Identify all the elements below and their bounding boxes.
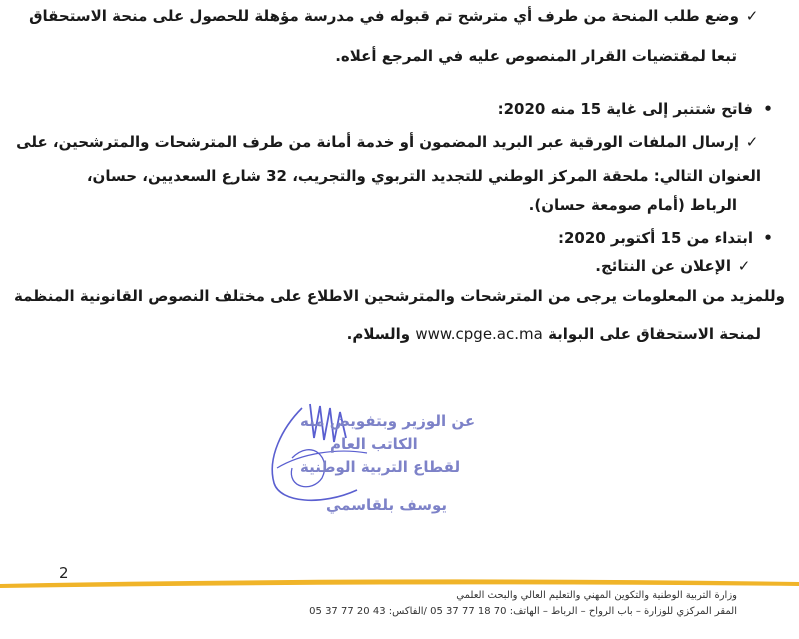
line-text: إرسال الملفات الورقية عبر البريد المضمون أو خدمة أمانة من طرف المترشحات والمترشحين، على [16,133,739,151]
signatory-name: يوسف بلقاسمي [326,496,448,514]
paragraph-line [14,286,785,306]
paragraph-line [529,195,737,215]
check-icon: ✓ [737,257,751,275]
line-text: وضع طلب المنحة من طرف أي مترشح تم قبوله في مدرسة مؤهلة للحصول على منحة الاستحقاق [29,7,739,25]
signature-line: عن الوزير وبتفويض منه [300,412,476,430]
check-icon: ✓ [745,7,759,25]
paragraph-line [595,256,753,276]
signature-line: لقطاع التربية الوطنية [300,458,461,476]
paragraph-line [347,324,761,344]
line-text: العنوان التالي: ملحقة المركز الوطني للتجديد التربوي والتجريب، 32 شارع السعديين، حسان، [86,167,761,185]
heading-text: فاتح شتنبر إلى غاية 15 منه 2020: [497,100,753,118]
line-text: الإعلان عن النتائج. [595,257,731,275]
bullet-icon: • [763,100,773,118]
line-text: تبعا لمقتضيات القرار المنصوص عليه في المرجع أعلاه. [335,47,737,65]
closing-text: والسلام. [346,325,411,343]
footer-bar [0,578,799,588]
line-text: الرباط (أمام صومعة حسان). [528,196,737,214]
line-text: وللمزيد من المعلومات يرجى من المترشحات والمترشحين الاطلاع على مختلف النصوص القانونية المنظمة [13,287,785,305]
signature-line: الكاتب العام [330,435,418,453]
paragraph-line [29,6,761,26]
check-icon: ✓ [745,133,759,151]
page-number: 2 [59,564,69,582]
paragraph-line [335,46,737,66]
list-item-heading [498,99,775,119]
list-item-heading [558,228,775,248]
heading-text: ابتداء من 15 أكتوبر 2020: [557,229,753,247]
paragraph-line [87,166,761,186]
footer-ministry: وزارة التربية الوطنية والتكوين المهني والتعليم العالي والبحث العلمي [456,590,737,601]
line-text: لمنحة الاستحقاق على البوابة [548,325,761,343]
paragraph-line [16,132,761,152]
footer-address: المقر المركزي للوزارة – باب الرواح – الرباط – الهاتف: 70 18 77 37 05 /الفاكس: 43 20 77 37 05 [309,606,737,617]
portal-link[interactable]: www.cpge.ac.ma [415,325,543,343]
bullet-icon: • [763,229,773,247]
